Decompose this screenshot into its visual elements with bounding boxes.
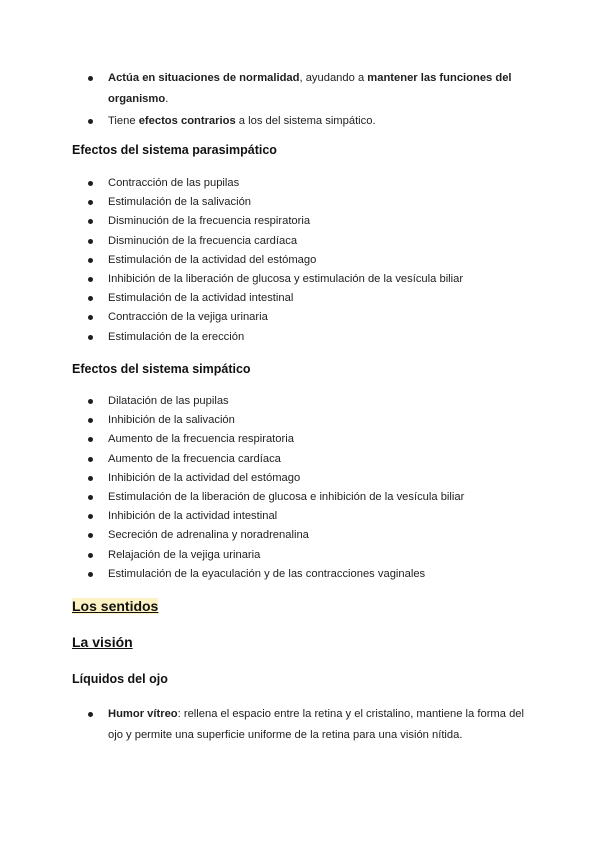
list-item: Disminución de la frecuencia cardíaca [0, 232, 600, 251]
text-span: a los del sistema simpático. [235, 115, 376, 127]
text-span: Tiene [108, 115, 139, 127]
vision-heading: La visión [72, 634, 133, 650]
parasimpatico-heading: Efectos del sistema parasimpático [72, 143, 277, 157]
text-span: . [165, 93, 169, 105]
list-item: Disminución de la frecuencia respiratoria [0, 212, 600, 231]
list-item: Contracción de la vejiga urinaria [0, 308, 600, 327]
bold-text: Humor vítreo [108, 708, 178, 720]
list-item: Secreción de adrenalina y noradrenalina [0, 526, 600, 545]
list-item: Estimulación de la liberación de glucosa e inhibición de la vesícula biliar [0, 488, 600, 507]
list-item: Inhibición de la salivación [0, 411, 600, 430]
liquidos-heading: Líquidos del ojo [72, 672, 168, 686]
text-span: : rellena el espacio entre la retina y el cristalino, mantiene la forma del ojo y permite una superficie uniforme de la retina para una visión nítida. [108, 708, 524, 741]
intro-list [0, 68, 600, 133]
text-span: , ayudando a [299, 72, 368, 84]
liquidos-list [0, 704, 600, 746]
list-item: Inhibición de la actividad intestinal [0, 507, 600, 526]
list-item: Estimulación de la actividad del estómago [0, 251, 600, 270]
bold-text: efectos contrarios [138, 115, 236, 127]
list-item: Dilatación de las pupilas [0, 392, 600, 411]
list-item: Estimulación de la eyaculación y de las contracciones vaginales [0, 565, 600, 584]
parasimpatico-list [0, 174, 600, 347]
list-item: Inhibición de la actividad del estómago [0, 469, 600, 488]
list-item [0, 68, 600, 110]
list-item: Estimulación de la erección [0, 328, 600, 347]
bold-text: mantener las funciones del organismo [108, 72, 512, 105]
bold-text: Actúa en situaciones de normalidad [108, 72, 300, 84]
list-item [0, 704, 600, 746]
list-item: Aumento de la frecuencia cardíaca [0, 450, 600, 469]
list-item: Estimulación de la actividad intestinal [0, 289, 600, 308]
list-item: Aumento de la frecuencia respiratoria [0, 430, 600, 449]
sentidos-heading: Los sentidos [72, 598, 159, 614]
list-item: Estimulación de la salivación [0, 193, 600, 212]
list-item [0, 111, 600, 132]
simpatico-list [0, 392, 600, 584]
simpatico-heading: Efectos del sistema simpático [72, 362, 251, 376]
list-item: Inhibición de la liberación de glucosa y estimulación de la vesícula biliar [0, 270, 600, 289]
list-item: Contracción de las pupilas [0, 174, 600, 193]
list-item: Relajación de la vejiga urinaria [0, 546, 600, 565]
